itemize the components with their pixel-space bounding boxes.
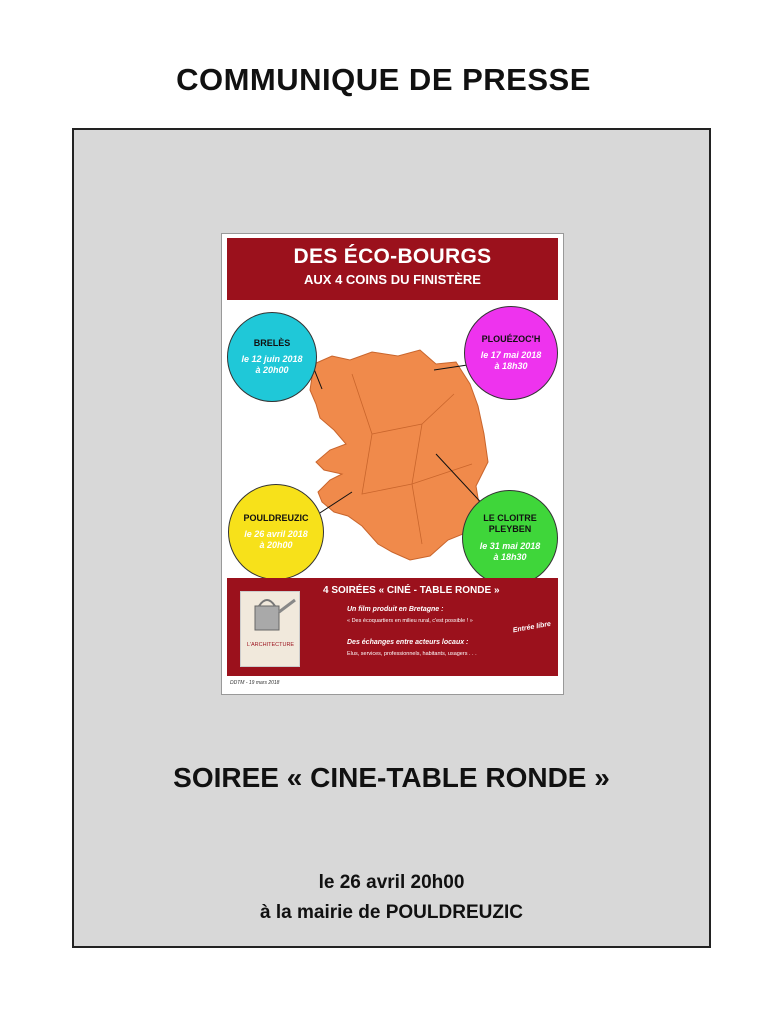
page-title: COMMUNIQUE DE PRESSE [176, 62, 591, 97]
event-date: le 31 mai 2018 [479, 541, 541, 551]
poster-title: DES ÉCO-BOURGS [293, 245, 492, 268]
event-time: à 20h00 [259, 540, 293, 550]
poster-subtitle: AUX 4 COINS DU FINISTÈRE [304, 272, 481, 287]
entry-label: Entrée libre [512, 620, 552, 635]
event-time: à 18h30 [493, 552, 527, 562]
event-details [74, 868, 709, 928]
film-cover-title: L'ARCHITECTURE [246, 642, 295, 648]
event-poster [221, 233, 564, 695]
event-place: BRELÈS [253, 338, 291, 348]
film-cover-image [240, 591, 300, 667]
event-date: le 26 avril 2018 [244, 529, 308, 539]
film-heading: Un film produit en Bretagne : [347, 606, 444, 613]
event-place: LE CLOITRE PLEYBEN [483, 513, 537, 534]
event-circle-breles [227, 312, 317, 402]
event-circle-pleyben [462, 490, 558, 586]
event-circle-pouldreuzic [228, 484, 324, 580]
event-date: le 17 mai 2018 [480, 350, 542, 360]
watering-can-icon [241, 592, 299, 638]
content-frame [72, 128, 711, 948]
event-title: SOIREE « CINE-TABLE RONDE » [173, 762, 610, 793]
event-time: à 18h30 [494, 361, 528, 371]
event-date: le 12 juin 2018 [241, 354, 303, 364]
footer-title: 4 SOIRÉES « CINÉ - TABLE RONDE » [323, 585, 500, 596]
event-circle-plouezoch [464, 306, 558, 400]
event-place: POULDREUZIC [243, 513, 309, 523]
finistere-shape [310, 350, 488, 560]
event-place-line: à la mairie de POULDREUZIC [260, 902, 523, 923]
poster-footer [227, 578, 558, 676]
event-date-line: le 26 avril 20h00 [318, 872, 465, 893]
exchange-heading: Des échanges entre acteurs locaux : [347, 639, 469, 646]
exchange-list: Elus, services, professionnels, habitants, usagers . . . [347, 651, 477, 657]
event-time: à 20h00 [255, 365, 289, 375]
poster-credit: DDTM - 19 mars 2018 [230, 680, 280, 686]
film-quote: « Des écoquartiers en milieu rural, c'est possible ! » [347, 618, 473, 624]
event-place: PLOUÉZOC'H [481, 334, 541, 344]
